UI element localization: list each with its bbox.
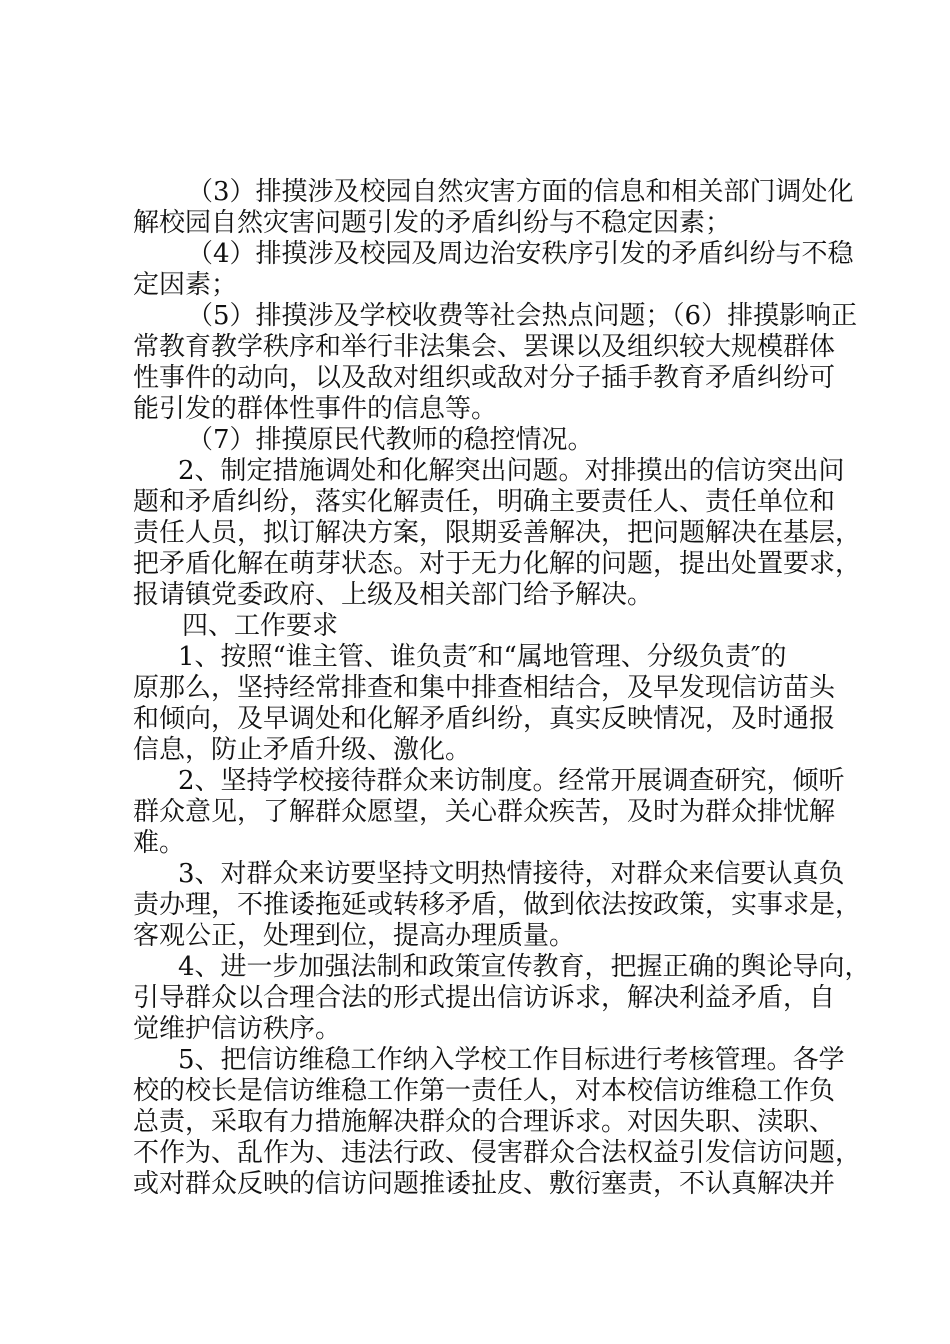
text-line: （7）排摸原民代教师的稳控情况。 <box>187 425 594 455</box>
text-line: 责任人员，拟订解决方案，限期妥善解决，把问题解决在基层， <box>133 518 862 548</box>
text-line: 难。 <box>133 828 186 858</box>
text-line: 报请镇党委政府、上级及相关部门给予解决。 <box>133 580 654 610</box>
text-line: 把矛盾化解在萌芽状态。对于无力化解的问题，提出处置要求， <box>133 549 862 579</box>
text-line: 群众意见，了解群众愿望，关心群众疾苦，及时为群众排忧解 <box>133 797 836 827</box>
text-line: 1、按照“谁主管、谁负责″和“属地管理、分级负责″的 <box>178 642 787 672</box>
text-line: 不作为、乱作为、违法行政、侵害群众合法权益引发信访问题， <box>133 1138 862 1168</box>
text-line: 引导群众以合理合法的形式提出信访诉求，解决利益矛盾，自 <box>133 983 836 1013</box>
text-line: 性事件的动向，以及敌对组织或敌对分子插手教育矛盾纠纷可 <box>133 363 836 393</box>
text-line: 或对群众反映的信访问题推诿扯皮、敷衍塞责，不认真解决并 <box>133 1169 836 1199</box>
text-line: 定因素； <box>133 270 238 300</box>
text-line: 总责，采取有力措施解决群众的合理诉求。对因失职、渎职、 <box>133 1107 836 1137</box>
text-line: 解校园自然灾害问题引发的矛盾纠纷与不稳定因素； <box>133 208 732 238</box>
text-line: （4）排摸涉及校园及周边治安秩序引发的矛盾纠纷与不稳 <box>187 239 854 269</box>
text-line: 题和矛盾纠纷，落实化解责任，明确主要责任人、责任单位和 <box>133 487 836 517</box>
text-line: 校的校长是信访维稳工作第一责任人，对本校信访维稳工作负 <box>133 1076 836 1106</box>
text-line: 和倾向，及早调处和化解矛盾纠纷，真实反映情况，及时通报 <box>133 704 836 734</box>
text-line: 责办理，不推诿拖延或转移矛盾，做到依法按政策，实事求是， <box>133 890 862 920</box>
text-line: 常教育教学秩序和举行非法集会、罢课以及组织较大规模群体 <box>133 332 836 362</box>
text-line: 觉维护信访秩序。 <box>133 1014 342 1044</box>
text-line: 信息，防止矛盾升级、激化。 <box>133 735 472 765</box>
text-line: 2、坚持学校接待群众来访制度。经常开展调查研究，倾听 <box>178 766 845 796</box>
text-line: 4、进一步加强法制和政策宣传教育，把握正确的舆论导向， <box>178 952 871 982</box>
section-heading: 四、工作要求 <box>182 611 339 641</box>
text-line: 2、制定措施调处和化解突出问题。对排摸出的信访突出问 <box>178 456 845 486</box>
text-line: 5、把信访维稳工作纳入学校工作目标进行考核管理。各学 <box>178 1045 845 1075</box>
text-line: 客观公正，处理到位，提高办理质量。 <box>133 921 576 951</box>
text-line: 原那么，坚持经常排查和集中排查相结合，及早发现信访苗头 <box>133 673 836 703</box>
text-line: 能引发的群体性事件的信息等。 <box>133 394 498 424</box>
text-line: （3）排摸涉及校园自然灾害方面的信息和相关部门调处化 <box>187 177 854 207</box>
text-line: 3、对群众来访要坚持文明热情接待，对群众来信要认真负 <box>178 859 845 889</box>
text-line: （5）排摸涉及学校收费等社会热点问题；（6）排摸影响正 <box>187 301 858 331</box>
